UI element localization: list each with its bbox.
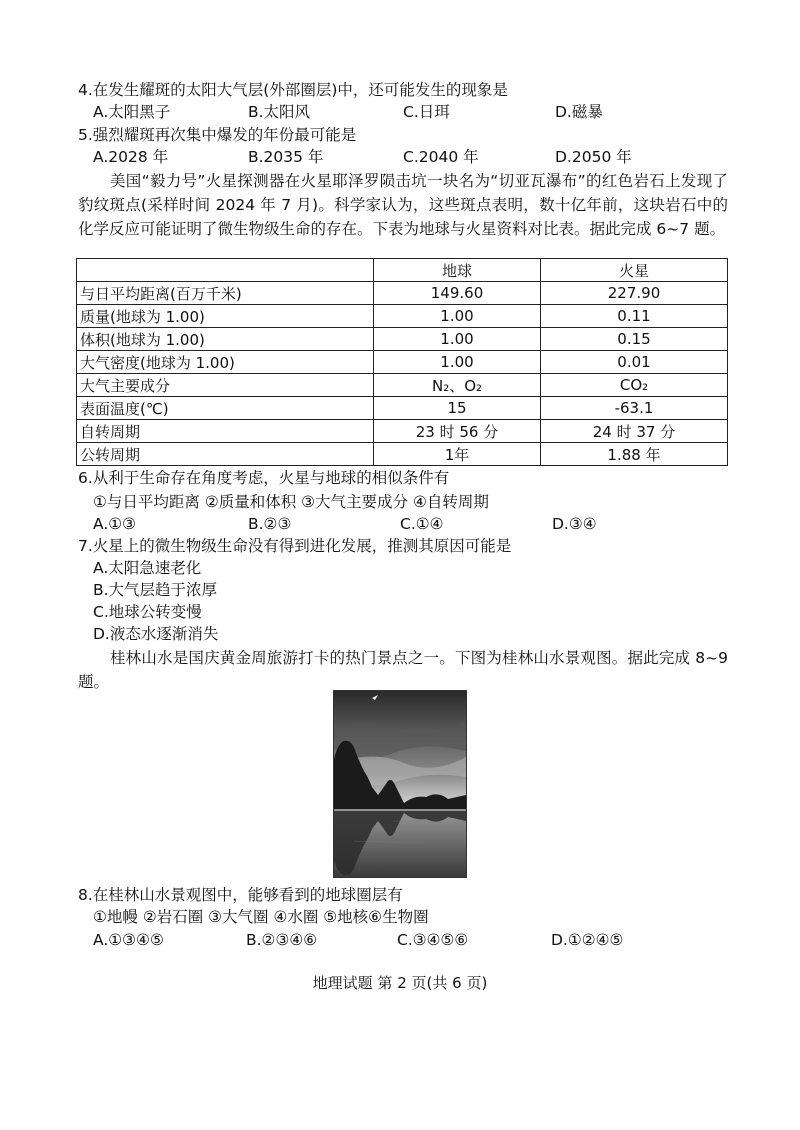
- q6-option-d: D.③④: [552, 515, 597, 533]
- mars-value: -63.1: [541, 397, 728, 420]
- earth-value: 23 时 56 分: [374, 420, 541, 443]
- q4-option-b: B.太阳风: [248, 103, 311, 121]
- table-row: [77, 374, 728, 397]
- table-header-row: [77, 259, 728, 282]
- q5-option-b: B.2035 年: [248, 148, 324, 166]
- table-header-mars: 火星: [541, 259, 728, 282]
- table-header-blank: [77, 259, 374, 282]
- row-label: 大气密度(地球为 1.00): [77, 351, 374, 374]
- q5-option-c: C.2040 年: [403, 148, 479, 166]
- row-label: 与日平均距离(百万千米): [77, 282, 374, 305]
- q8-option-b: B.②③④⑥: [246, 931, 318, 949]
- q6-option-a: A.①③: [93, 515, 137, 533]
- table-row: [77, 328, 728, 351]
- q4-option-d: D.磁暴: [555, 103, 603, 121]
- earth-value: 15: [374, 397, 541, 420]
- earth-value: N₂、O₂: [374, 374, 541, 397]
- q4-option-a: A.太阳黑子: [93, 103, 171, 121]
- table-row: [77, 397, 728, 420]
- q7-stem: 7.火星上的微生物级生命没有得到进化发展，推测其原因可能是: [78, 537, 512, 555]
- earth-value: 1年: [374, 443, 541, 466]
- mars-value: 0.11: [541, 305, 728, 328]
- q7-option-a: A.太阳急速老化: [93, 559, 202, 577]
- q4-option-c: C.日珥: [403, 103, 450, 121]
- q5-stem: 5.强烈耀斑再次集中爆发的年份最可能是: [78, 126, 357, 144]
- page-footer: 地理试题 第 2 页(共 6 页): [312, 974, 488, 992]
- q8-stem: 8.在桂林山水景观图中，能够看到的地球圈层有: [78, 886, 403, 904]
- q7-option-b: B.大气层趋于浓厚: [93, 581, 218, 599]
- passage-guilin: 桂林山水是国庆黄金周旅游打卡的热门景点之一。下图为桂林山水景观图。据此完成 8~9 题。: [78, 649, 728, 691]
- earth-mars-table: [76, 258, 728, 466]
- table-row: [77, 305, 728, 328]
- earth-value: 1.00: [374, 328, 541, 351]
- mars-value: 1.88 年: [541, 443, 728, 466]
- row-label: 公转周期: [77, 443, 374, 466]
- q5-option-a: A.2028 年: [93, 148, 169, 166]
- table-row: [77, 351, 728, 374]
- mars-value: 0.15: [541, 328, 728, 351]
- row-label: 大气主要成分: [77, 374, 374, 397]
- mars-value: 0.01: [541, 351, 728, 374]
- guilin-landscape-image: [333, 690, 467, 878]
- row-label: 表面温度(℃): [77, 397, 374, 420]
- mars-value: CO₂: [541, 374, 728, 397]
- q4-stem: 4.在发生耀斑的太阳大气层(外部圈层)中，还可能发生的现象是: [78, 81, 508, 99]
- q6-items: ①与日平均距离 ②质量和体积 ③大气主要成分 ④自转周期: [93, 493, 489, 511]
- q6-option-b: B.②③: [248, 515, 292, 533]
- q8-items: ①地幔 ②岩石圈 ③大气圈 ④水圈 ⑤地核⑥生物圈: [93, 908, 429, 926]
- table-row: [77, 420, 728, 443]
- mars-value: 227.90: [541, 282, 728, 305]
- table-row: [77, 282, 728, 305]
- earth-value: 1.00: [374, 351, 541, 374]
- q8-option-d: D.①②④⑤: [551, 931, 624, 949]
- table-header-earth: 地球: [374, 259, 541, 282]
- q8-option-c: C.③④⑤⑥: [397, 931, 469, 949]
- row-label: 自转周期: [77, 420, 374, 443]
- table-row: [77, 443, 728, 466]
- row-label: 质量(地球为 1.00): [77, 305, 374, 328]
- mars-value: 24 时 37 分: [541, 420, 728, 443]
- earth-value: 1.00: [374, 305, 541, 328]
- row-label: 体积(地球为 1.00): [77, 328, 374, 351]
- q7-option-d: D.液态水逐渐消失: [93, 625, 219, 643]
- q6-option-c: C.①④: [400, 515, 444, 533]
- passage-mars: 美国“毅力号”火星探测器在火星耶泽罗陨击坑一块名为“切亚瓦瀑布”的红色岩石上发现了豹纹斑点(采样时间 2024 年 7 月)。科学家认为，这些斑点表明，数十亿年前，这块岩石中的化学反应可能证明了微生物级生命的存在。下表为地球与火星资料对比表。据此完成 6~7 题。: [78, 172, 728, 238]
- earth-value: 149.60: [374, 282, 541, 305]
- q8-option-a: A.①③④⑤: [93, 931, 164, 949]
- q6-stem: 6.从利于生命存在角度考虑，火星与地球的相似条件有: [78, 469, 450, 487]
- q5-option-d: D.2050 年: [555, 148, 632, 166]
- q7-option-c: C.地球公转变慢: [93, 603, 202, 621]
